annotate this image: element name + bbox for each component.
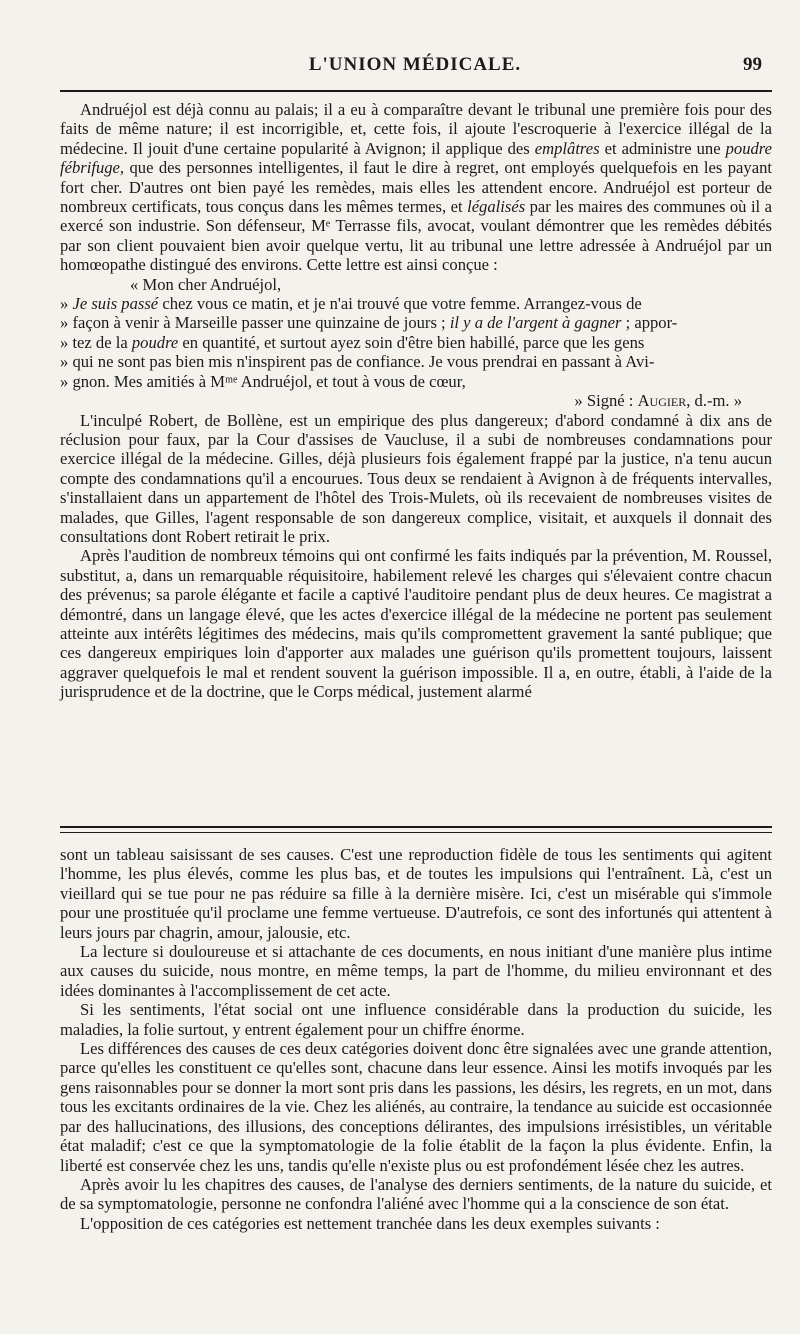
letter-line xyxy=(60,333,772,352)
letter-salutation: « Mon cher Andruéjol, xyxy=(130,274,282,294)
letter-line: » gnon. Mes amitiés à Mᵐᵉ Andruéjol, et tout à vous de cœur, xyxy=(60,371,466,391)
paragraph-roussel: Après l'audition de nombreux témoins qui ont confirmé les faits indiqués par la prévention, M. Roussel, substitut, a, dans un remarquable réquisitoire, habilement relevé les charges qui s'élevaient contre chacun des prévenus; sa parole élégante et facile a captivé l'auditoire pendant plus de deux heures. Ce magistrat a démontré, dans un langage élevé, que les actes d'exercice illégal de la médecine ne portent pas seulement atteinte aux intérêts légitimes des médecins, mais qu'ils compromettent gravement la santé publique; que ces dangereux empiriques loin d'apporter aux malades une guérison qu'ils promettent toujours, laissent aggraver quelquefois le mal et rendent souvent la guérison impossible. Il a, en outre, établi, à l'aide de la jurisprudence et de la doctrine, que le Corps médical, justement alarmé xyxy=(60,546,772,702)
paragraph-robert: L'inculpé Robert, de Bollène, est un empirique des plus dangereux; d'abord condamné à dix ans de réclusion pour faux, par la Cour d'assises de Vaucluse, il a subi de nombreuses condamnations pour exercice illégal de la médecine. Gilles, déjà plusieurs fois également frappé par la justice, n'a tenu aucun compte des condamnations qu'il a encourues. Tous deux se rendaient à Avignon à de fréquents intervalles, s'installaient dans un appartement de l'hôtel des Trois-Mulets, où ils recevaient de nombreuses visites de malades, que Gilles, l'agent responsable de son dangereux complice, visitait, et auxquels il donnait des consultations dont Robert retirait le prix. xyxy=(60,410,772,546)
italic-text: emplâtres xyxy=(534,138,600,158)
text-run: chez vous ce matin, et je n'ai trouvé que votre femme. Arrangez-vous de xyxy=(158,294,642,314)
letter-signature xyxy=(60,391,772,410)
page-number: 99 xyxy=(743,54,762,75)
running-title: L'UNION MÉDICALE. xyxy=(308,54,522,75)
text-run: par les maires des communes où il a exercé son industrie. Son défenseur, Mᵉ Terrasse fils, avocat, voulant démontrer que les remèdes débités par son client pouvaient bien avoir quelque vertu, lit au tribunal une lettre adressée à Andruéjol par un homœopathe distingué des environs. Cette lettre est ainsi conçue : xyxy=(60,197,773,275)
review-column xyxy=(60,845,772,1233)
paragraph-chapitres: Après avoir lu les chapitres des causes, de l'analyse des derniers sentiments, de la nature du suicide, et de sa symptomatologie, personne ne confondra l'aliéné avec l'homme qui a la conscience de son état. xyxy=(60,1174,772,1214)
text-run: » xyxy=(60,294,73,314)
italic-text: il y a de l'argent à gagner xyxy=(449,313,622,333)
paragraph-lecture: La lecture si douloureuse et si attachante de ces documents, en nous initiant d'une manière plus intime aux causes du suicide, nous montre, en même temps, la part de l'homme, du milieu environnant et des idées dominantes à l'accomplissement de cet acte. xyxy=(60,942,772,1000)
italic-text: Je suis passé xyxy=(72,294,159,314)
header-rule xyxy=(60,90,772,92)
text-run: » tez de la xyxy=(60,332,132,352)
text-run: ; appor- xyxy=(621,313,678,333)
paragraph-sentiments: Si les sentiments, l'état social ont une influence considérable dans la production du suicide, les maladies, la folie surtout, y entrent également pour un chiffre énorme. xyxy=(60,1000,772,1039)
text-run: , d.-m. » xyxy=(686,391,742,411)
paragraph-differences: Les différences des causes de ces deux catégories doivent donc être signalées avec une grande attention, parce qu'elles les constituent ce qu'elles sont, chacune dans leur essence. Ainsi les motifs invoqués par les gens raisonnables pour se donner la mort sont pris dans les passions, les désirs, les regrets, en un mot, dans tous les excitants ordinaires de la vie. Chez les aliénés, au contraire, la tendance au suicide est occasionnée par des hallucinations, des illusions, des conceptions délirantes, des impulsions irrésistibles, un véritable état maladif; c'est ce que la symptomatologie de la folie établit de la façon la plus évidente. Enfin, la liberté est conservée chez les uns, tandis qu'elle n'existe plus ou est profondément lésée chez les autres. xyxy=(60,1039,772,1175)
section-separator-thick xyxy=(60,826,772,828)
paragraph-opposition: L'opposition de ces catégories est nettement tranchée dans les deux exemples suivants : xyxy=(80,1213,660,1233)
text-run: , que des personnes intelligentes, il faut le dire à regret, ont employés quelquefois en les payant fort cher. D'autres ont bien payé les remèdes, mais elles les attendent encore. Andruéjol est porteur de nombreux certificats, tous conçus dans les mêmes termes, et xyxy=(60,158,772,217)
text-run: Andruéjol est déjà connu au palais; il a eu à comparaître devant le tribunal une première fois pour des faits de même nature; il est incorrigible, et, cette fois, il ajoute l'escroquerie à l'exercice illégal de la médecine. Il jouit d'une certaine popularité à Avignon; il applique des xyxy=(60,100,772,158)
section-separator-thin xyxy=(60,832,772,833)
page-header xyxy=(60,52,770,82)
italic-text: poudre xyxy=(131,332,179,352)
text-run: et administre une xyxy=(599,138,726,158)
text-run: en quantité, et surtout ayez soin d'être bien habillé, parce que les gens xyxy=(178,332,645,352)
signatory-name: Augier xyxy=(637,391,687,411)
letter-line: » qui ne sont pas bien mis n'inspirent pas de confiance. Je vous prendrai en passant à Avi- xyxy=(60,352,655,372)
text-run: » Signé : xyxy=(574,391,638,411)
letter-line xyxy=(60,294,772,313)
quoted-letter xyxy=(60,275,772,411)
italic-text: légalisés xyxy=(467,197,526,217)
article-column xyxy=(60,100,772,702)
paragraph-continuation: sont un tableau saisissant de ses causes. C'est une reproduction fidèle de tous les sentiments qui agitent l'homme, les plus élevés, comme les plus bas, et de toutes les impulsions qui l'entraînent. Là, c'est un vieillard qui se tue pour ne pas réduire sa fille à la dernière misère. Ici, c'est un misérable qui s'immole pour une prostituée qu'il proclame une femme vertueuse. D'autrefois, ce sont des infortunés qui attentent à leurs jours par chagrin, amour, jalousie, etc. xyxy=(60,845,772,942)
italic-text: poudre fébrifuge xyxy=(60,138,773,178)
paragraph-andruejol xyxy=(60,100,772,275)
letter-line xyxy=(60,313,772,332)
text-run: » façon à venir à Marseille passer une quinzaine de jours ; xyxy=(60,313,450,333)
